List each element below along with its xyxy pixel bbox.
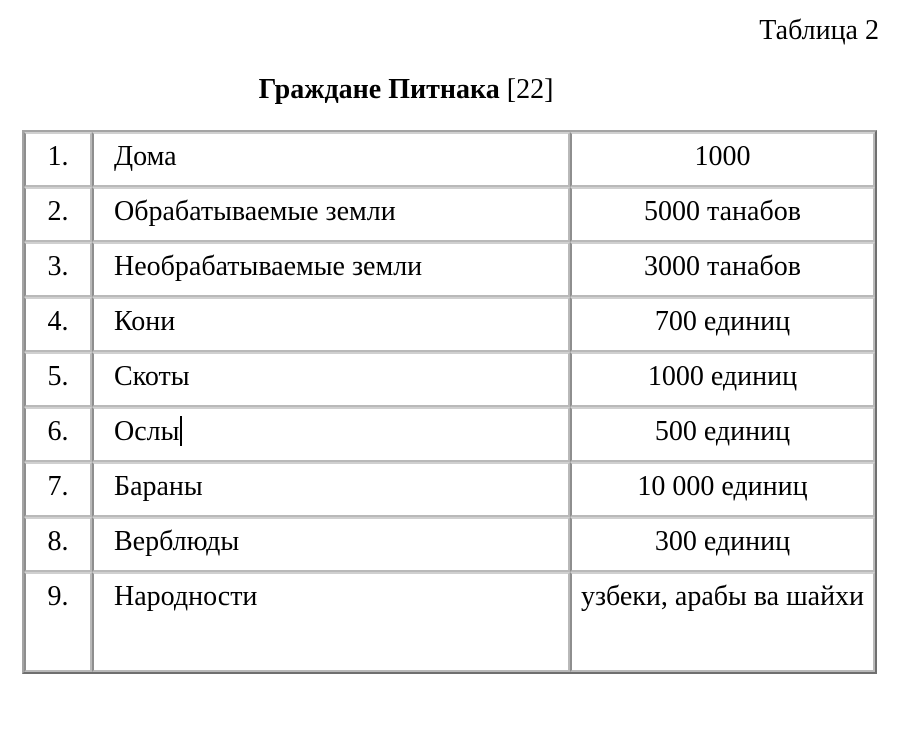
row-number: 7. [24, 462, 92, 517]
row-number: 6. [24, 407, 92, 462]
row-item-name[interactable]: Народности [92, 572, 570, 672]
text-cursor [180, 416, 182, 446]
table-row [24, 572, 875, 672]
table-row [24, 517, 875, 572]
table-row [24, 462, 875, 517]
row-item-value[interactable]: 3000 танабов [570, 242, 875, 297]
row-item-name[interactable]: Скоты [92, 352, 570, 407]
table-row [24, 242, 875, 297]
table-number-label: Таблица 2 [759, 15, 879, 46]
row-item-name[interactable]: Бараны [92, 462, 570, 517]
row-number: 2. [24, 187, 92, 242]
citizens-table [22, 130, 877, 674]
row-item-value[interactable]: 300 единиц [570, 517, 875, 572]
row-item-name[interactable]: Кони [92, 297, 570, 352]
row-item-value[interactable]: 700 единиц [570, 297, 875, 352]
row-number: 5. [24, 352, 92, 407]
row-item-value[interactable]: 1000 единиц [570, 352, 875, 407]
table-title-reference: [22] [506, 74, 554, 105]
table-row [24, 352, 875, 407]
row-item-name[interactable]: Обрабатываемые земли [92, 187, 570, 242]
table-title-text: Граждане Питнака [258, 74, 500, 105]
table-row [24, 132, 875, 187]
table-title [0, 72, 812, 108]
row-item-value[interactable]: 500 единиц [570, 407, 875, 462]
row-number: 4. [24, 297, 92, 352]
row-item-name-cell[interactable] [92, 407, 570, 462]
row-item-value[interactable]: 10 000 единиц [570, 462, 875, 517]
row-number: 8. [24, 517, 92, 572]
table-row [24, 297, 875, 352]
row-item-value[interactable]: 1000 [570, 132, 875, 187]
row-number: 1. [24, 132, 92, 187]
row-item-name[interactable]: Дома [92, 132, 570, 187]
row-item-name[interactable]: Необрабатываемые земли [92, 242, 570, 297]
table-row [24, 187, 875, 242]
table-row [24, 407, 875, 462]
row-item-value[interactable]: узбеки, арабы ва шайхи [570, 572, 875, 672]
row-item-name: Ослы [114, 416, 180, 447]
row-number: 3. [24, 242, 92, 297]
row-number: 9. [24, 572, 92, 672]
row-item-name[interactable]: Верблюды [92, 517, 570, 572]
row-item-value[interactable]: 5000 танабов [570, 187, 875, 242]
